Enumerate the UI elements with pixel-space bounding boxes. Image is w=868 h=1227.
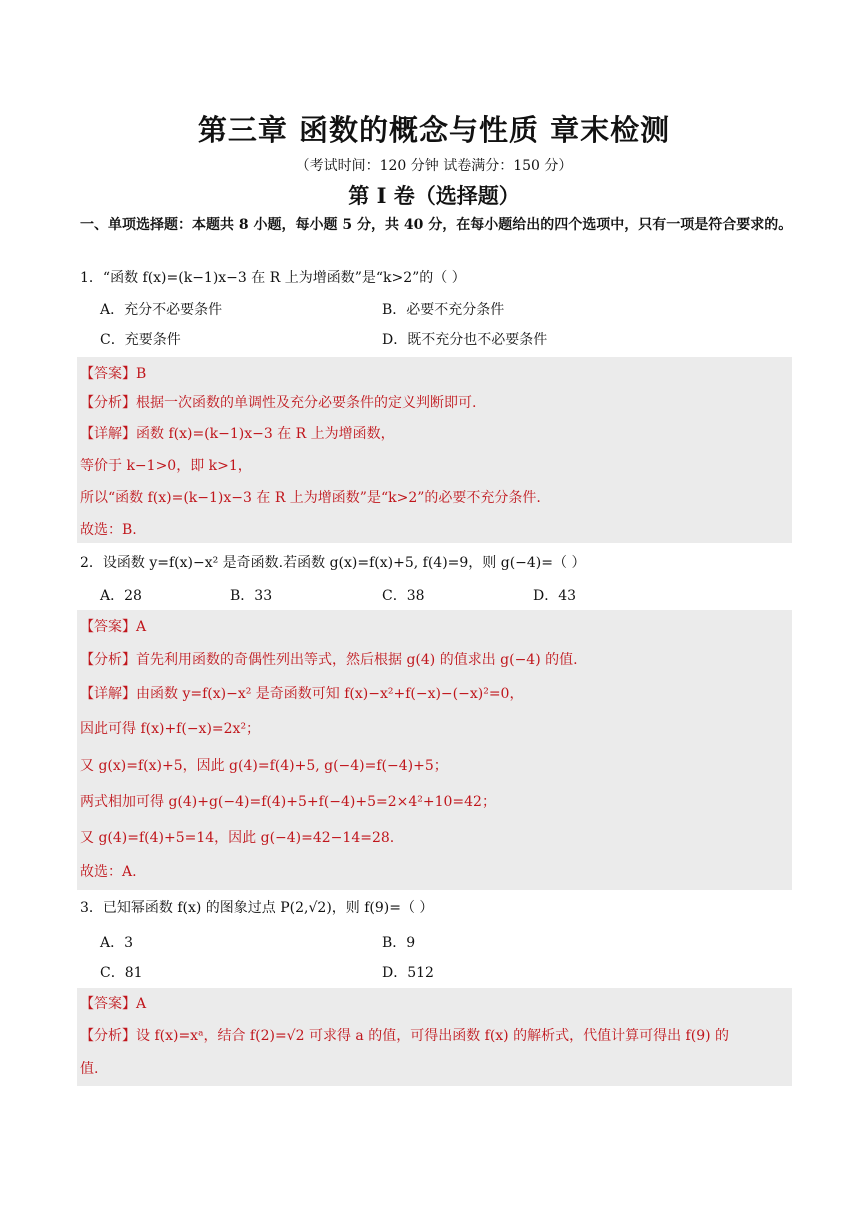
analysis-label: 【分析】 [80,652,136,668]
q1-detail-line-2: 等价于 k−1>0，即 k>1， [80,458,252,474]
q2-option-c: C．38 [382,588,425,604]
q3-analysis [80,1025,729,1045]
q3-option-c: C．81 [100,965,143,981]
q1-analysis-text: 根据一次函数的单调性及充分必要条件的定义判断即可. [136,395,477,411]
q1-detail-text-1: 函数 f(x)=(k−1)x−3 在 R 上为增函数， [136,426,395,442]
q3-answer: 【答案】A [80,996,147,1012]
q3-option-a: A．3 [100,935,134,951]
q3-analysis-text: 设 f(x)=xᵃ，结合 f(2)=√2 可求得 a 的值，可得出函数 f(x) 的解析式，代值计算可得出 f(9) 的 [136,1028,730,1044]
section-instructions: 一、单项选择题：本题共 8 小题，每小题 5 分，共 40 分，在每小题给出的四个选项中，只有一项是符合要求的。 [80,217,793,233]
q2-solution-box [77,610,792,890]
q3-option-b: B．9 [382,935,416,951]
q3-analysis-continued: 值. [80,1061,99,1077]
exam-info: （考试时间：120 分钟 试卷满分：150 分） [295,158,573,174]
q2-detail-line-6: 故选：A. [80,864,137,880]
q1-detail-line-3: 所以“函数 f(x)=(k−1)x−3 在 R 上为增函数”是“k>2”的必要不充分条件. [80,490,541,506]
q2-answer: 【答案】A [80,619,147,635]
q2-option-d: D．43 [533,588,577,604]
q3-option-d: D．512 [382,965,434,981]
detail-label: 【详解】 [80,686,136,702]
q2-detail-line-3: 又 g(x)=f(x)+5，因此 g(4)=f(4)+5, g(−4)=f(−4)+5； [80,758,448,774]
q2-option-b: B．33 [230,588,273,604]
q1-answer: 【答案】B [80,366,147,382]
q2-detail-text-1: 由函数 y=f(x)−x² 是奇函数可知 f(x)−x²+f(−x)−(−x)²=0， [136,686,524,702]
q3-solution-box [77,988,792,1086]
q1-detail-line-1 [80,423,395,443]
q1-detail-line-4: 故选：B. [80,522,137,538]
q1-stem: 1．“函数 f(x)=(k−1)x−3 在 R 上为增函数”是“k>2”的（ ） [80,270,466,286]
q2-analysis-text: 首先利用函数的奇偶性列出等式，然后根据 g(4) 的值求出 g(−4) 的值. [136,652,578,668]
detail-label: 【详解】 [80,426,136,442]
analysis-label: 【分析】 [80,395,136,411]
q1-option-c: C．充要条件 [100,332,181,348]
q3-stem: 3．已知幂函数 f(x) 的图象过点 P(2,√2)，则 f(9)=（ ） [80,900,434,916]
q1-option-d: D．既不充分也不必要条件 [382,332,548,348]
q2-detail-line-1 [80,683,523,703]
q1-option-a: A．充分不必要条件 [100,302,223,318]
q2-analysis [80,649,578,669]
q2-option-a: A．28 [100,588,142,604]
q2-detail-line-5: 又 g(4)=f(4)+5=14，因此 g(−4)=42−14=28. [80,830,395,846]
q1-analysis [80,392,476,412]
q2-stem: 2．设函数 y=f(x)−x² 是奇函数.若函数 g(x)=f(x)+5, f(4)=9，则 g(−4)=（ ） [80,555,586,571]
page-title: 第三章 函数的概念与性质 章末检测 [197,113,671,147]
q1-option-b: B．必要不充分条件 [382,302,505,318]
q2-detail-line-4: 两式相加可得 g(4)+g(−4)=f(4)+5+f(−4)+5=2×4²+10=42； [80,794,496,810]
analysis-label: 【分析】 [80,1028,136,1044]
q2-detail-line-2: 因此可得 f(x)+f(−x)=2x²； [80,721,261,737]
section-title: 第 I 卷（选择题） [348,183,520,208]
q1-solution-box [77,357,792,543]
